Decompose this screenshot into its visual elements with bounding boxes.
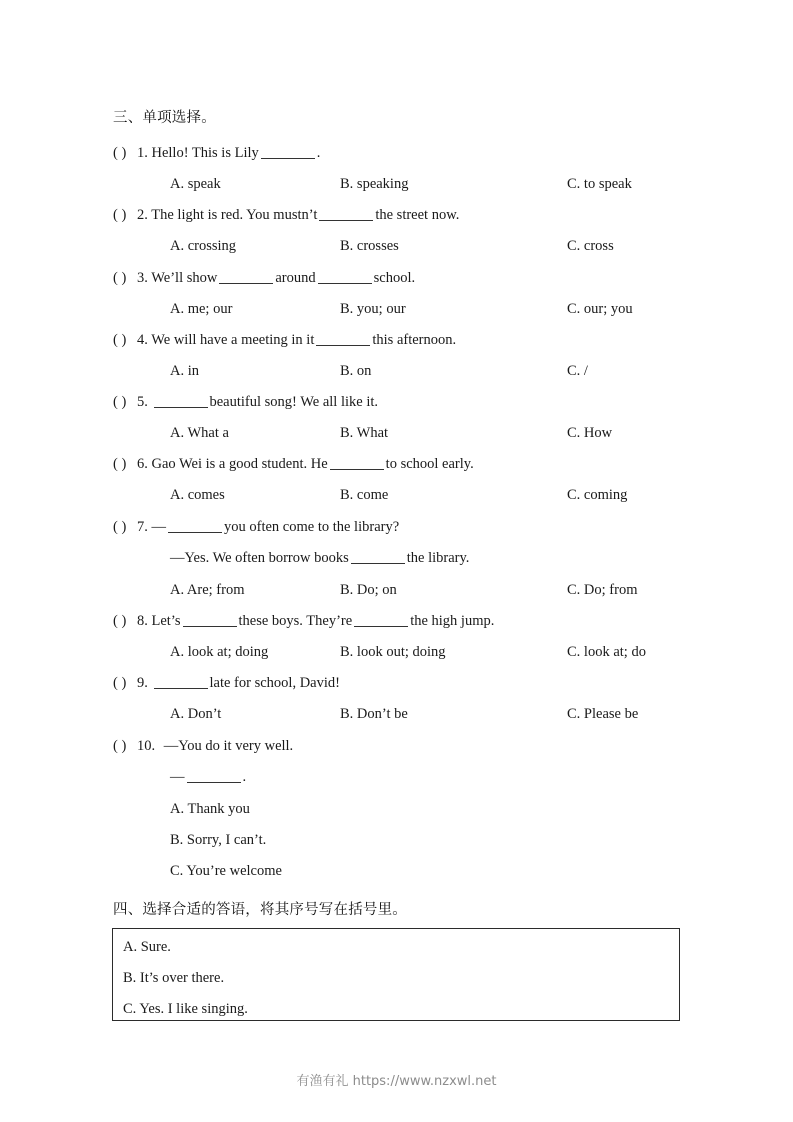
question-number-3: 3. xyxy=(137,270,148,286)
answer-parenthesis-6[interactable]: ( ) xyxy=(113,456,127,472)
option-8-c[interactable]: C. look at; do xyxy=(567,644,646,660)
option-9-b[interactable]: B. Don’t be xyxy=(340,706,408,722)
option-9-a[interactable]: A. Don’t xyxy=(170,706,222,722)
question-number-1: 1. xyxy=(137,145,148,161)
options-row-6 xyxy=(0,486,793,504)
section-three-heading: 三、单项选择。 xyxy=(113,110,216,126)
footer-watermark: 有渔有礼 https://www.nzxwl.net xyxy=(296,1074,497,1089)
answer-bank-box xyxy=(112,928,680,1021)
option-5-b[interactable]: B. What xyxy=(340,425,389,441)
question-10-reply xyxy=(170,768,246,786)
answer-blank[interactable] xyxy=(168,520,222,533)
option-7-a[interactable]: A. Are; from xyxy=(170,582,245,598)
question-5 xyxy=(113,393,378,411)
option-6-a[interactable]: A. comes xyxy=(170,487,225,503)
question-text-1-tail: . xyxy=(316,145,321,161)
option-6-c[interactable]: C. coming xyxy=(567,487,628,503)
option-6-b[interactable]: B. come xyxy=(340,487,389,503)
question-number-6: 6. xyxy=(137,456,148,472)
question-text-3: We’ll show xyxy=(151,270,218,286)
option-3-a[interactable]: A. me; our xyxy=(170,301,233,317)
options-row-9 xyxy=(0,705,793,723)
answer-blank[interactable] xyxy=(261,146,315,159)
option-2-b[interactable]: B. crosses xyxy=(340,238,399,254)
question-8 xyxy=(113,612,494,630)
options-row-2 xyxy=(0,237,793,255)
answer-blank[interactable] xyxy=(319,208,373,221)
option-2-a[interactable]: A. crossing xyxy=(170,238,237,254)
option-7-b[interactable]: B. Do; on xyxy=(340,582,397,598)
answer-parenthesis-3[interactable]: ( ) xyxy=(113,270,127,286)
question-text-8-mid: these boys. They’re xyxy=(238,613,353,629)
answer-blank[interactable] xyxy=(316,333,370,346)
options-row-7 xyxy=(0,581,793,599)
options-row-5 xyxy=(0,424,793,442)
section-four-heading: 四、选择合适的答语，将其序号写在括号里。 xyxy=(113,902,407,918)
question-7-reply-text: —Yes. We often borrow books xyxy=(170,550,349,566)
answer-parenthesis-7[interactable]: ( ) xyxy=(113,519,127,535)
question-text-1: Hello! This is Lily xyxy=(151,145,259,161)
question-7 xyxy=(113,518,399,536)
option-10-b[interactable]: B. Sorry, I can’t. xyxy=(170,832,267,848)
options-row-8 xyxy=(0,643,793,661)
question-number-4: 4. xyxy=(137,332,148,348)
question-7-reply xyxy=(170,549,469,567)
question-4 xyxy=(113,331,456,349)
question-text-7: — xyxy=(151,519,166,535)
answer-blank[interactable] xyxy=(219,271,273,284)
option-8-b[interactable]: B. look out; doing xyxy=(340,644,446,660)
question-text-5-tail: beautiful song! We all like it. xyxy=(209,394,378,410)
option-3-b[interactable]: B. you; our xyxy=(340,301,406,317)
question-number-2: 2. xyxy=(137,207,148,223)
options-row-4 xyxy=(0,362,793,380)
answer-blank[interactable] xyxy=(318,271,372,284)
answer-parenthesis-4[interactable]: ( ) xyxy=(113,332,127,348)
options-row-3 xyxy=(0,300,793,318)
question-text-2: The light is red. You mustn’t xyxy=(151,207,318,223)
question-text-3-tail: school. xyxy=(373,270,416,286)
answer-parenthesis-8[interactable]: ( ) xyxy=(113,613,127,629)
answer-parenthesis-2[interactable]: ( ) xyxy=(113,207,127,223)
question-number-8: 8. xyxy=(137,613,148,629)
question-number-10: 10. xyxy=(137,738,156,754)
option-4-a[interactable]: A. in xyxy=(170,363,199,379)
question-text-4-tail: this afternoon. xyxy=(372,332,457,348)
answer-parenthesis-1[interactable]: ( ) xyxy=(113,145,127,161)
answer-bank-item-a[interactable]: A. Sure. xyxy=(123,939,171,955)
options-row-1 xyxy=(0,175,793,193)
answer-blank[interactable] xyxy=(330,457,384,470)
question-text-4: We will have a meeting in it xyxy=(151,332,315,348)
option-4-c[interactable]: C. / xyxy=(567,363,588,379)
option-3-c[interactable]: C. our; you xyxy=(567,301,633,317)
question-text-6-tail: to school early. xyxy=(385,456,474,472)
question-10-reply-tail: . xyxy=(242,769,247,785)
question-text-2-tail: the street now. xyxy=(375,207,460,223)
option-1-a[interactable]: A. speak xyxy=(170,176,221,192)
answer-parenthesis-5[interactable]: ( ) xyxy=(113,394,127,410)
question-10-reply-dash: — xyxy=(170,769,185,785)
question-text-7-tail: you often come to the library? xyxy=(224,519,400,535)
question-number-9: 9. xyxy=(137,675,148,691)
question-2 xyxy=(113,206,459,224)
answer-blank[interactable] xyxy=(183,614,237,627)
answer-parenthesis-10[interactable]: ( ) xyxy=(113,738,127,754)
question-text-8: Let’s xyxy=(151,613,181,629)
option-9-c[interactable]: C. Please be xyxy=(567,706,639,722)
question-text-6: Gao Wei is a good student. He xyxy=(151,456,328,472)
question-6 xyxy=(113,455,474,473)
question-number-7: 7. xyxy=(137,519,148,535)
question-7-reply-tail: the library. xyxy=(406,550,470,566)
option-1-b[interactable]: B. speaking xyxy=(340,176,409,192)
question-text-10: —You do it very well. xyxy=(163,738,294,754)
answer-blank[interactable] xyxy=(154,676,208,689)
answer-blank[interactable] xyxy=(154,395,208,408)
option-8-a[interactable]: A. look at; doing xyxy=(170,644,269,660)
option-10-a[interactable]: A. Thank you xyxy=(170,801,250,817)
question-text-3-mid: around xyxy=(275,270,316,286)
option-10-c[interactable]: C. You’re welcome xyxy=(170,863,282,879)
answer-parenthesis-9[interactable]: ( ) xyxy=(113,675,127,691)
question-3 xyxy=(113,269,415,287)
answer-blank[interactable] xyxy=(187,770,241,783)
option-5-a[interactable]: A. What a xyxy=(170,425,229,441)
question-10 xyxy=(113,737,293,755)
option-4-b[interactable]: B. on xyxy=(340,363,372,379)
question-text-8-tail: the high jump. xyxy=(410,613,495,629)
question-1 xyxy=(113,144,320,162)
answer-bank-item-b[interactable]: B. It’s over there. xyxy=(123,970,225,986)
option-2-c[interactable]: C. cross xyxy=(567,238,614,254)
question-text-9-tail: late for school, David! xyxy=(209,675,340,691)
answer-bank-item-c[interactable]: C. Yes. I like singing. xyxy=(123,1001,248,1017)
question-number-5: 5. xyxy=(137,394,148,410)
option-5-c[interactable]: C. How xyxy=(567,425,613,441)
option-1-c[interactable]: C. to speak xyxy=(567,176,632,192)
question-9 xyxy=(113,674,340,692)
answer-blank[interactable] xyxy=(354,614,408,627)
option-7-c[interactable]: C. Do; from xyxy=(567,582,638,598)
answer-blank[interactable] xyxy=(351,551,405,564)
